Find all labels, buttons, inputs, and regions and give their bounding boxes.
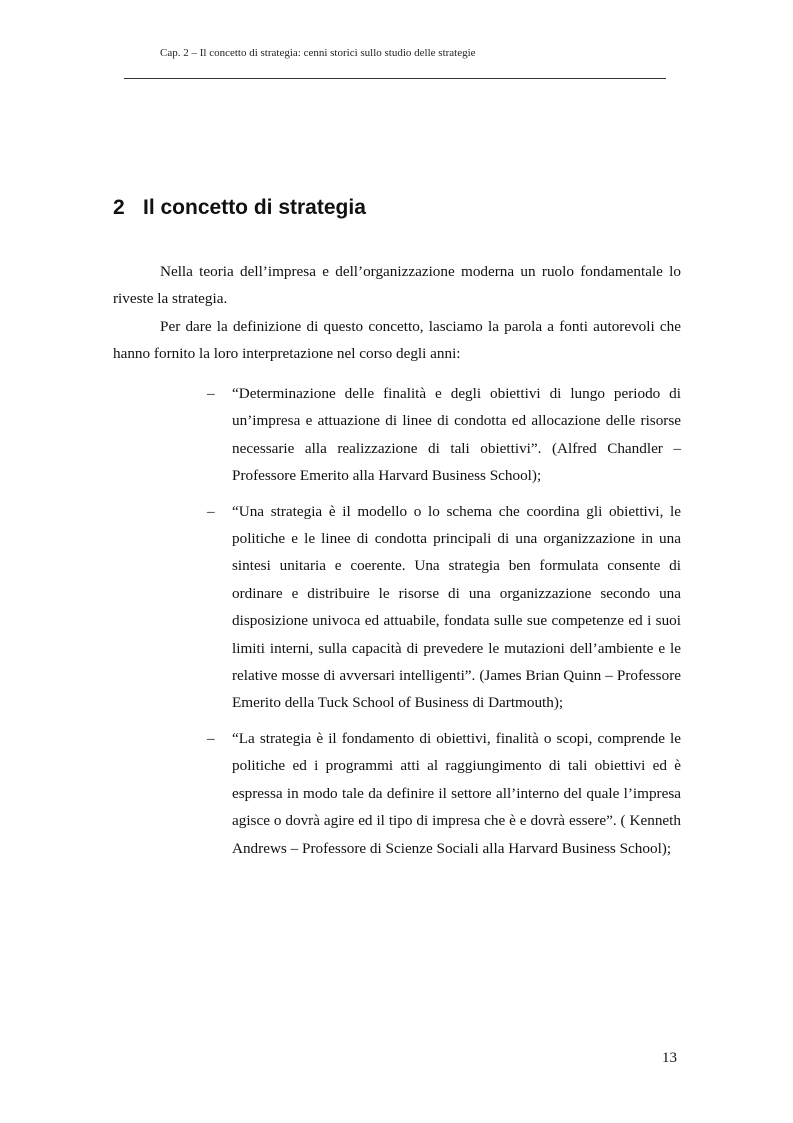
page-number: 13 bbox=[662, 1050, 677, 1066]
paragraph: Per dare la definizione di questo concetto, lasciamo la parola a fonti autorevoli che hanno fornito la loro interpretazione nel corso degli anni: bbox=[113, 317, 681, 363]
list-item bbox=[207, 380, 681, 490]
list-item bbox=[207, 725, 681, 862]
chapter-title: Il concetto di strategia bbox=[143, 196, 366, 219]
quote-text: “Una strategia è il modello o lo schema che coordina gli obiettivi, le politiche e le linee di condotta principali di una organizzazione in una sintesi unitaria e coerente. Una strategia ben formulata consente di ordinare e distribuire le risorse di una organizzazione secondo una disposizione univoca ed attuabile, fondata sulle sue competenze ed i suoi limiti interni, sulla capacità di prevedere le mutazioni dell’ambiente e le relative mosse di avversari intelligenti”. (James Brian Quinn – Professore Emerito della Tuck School of Business di Dartmouth); bbox=[232, 502, 681, 712]
dash-bullet: – bbox=[207, 502, 215, 520]
list-item bbox=[207, 498, 681, 717]
chapter-number: 2 bbox=[113, 196, 125, 219]
quote-text: “La strategia è il fondamento di obiettivi, finalità o scopi, comprende le politiche ed i programmi atti al raggiungimento di tali obiettivi ed è espressa in modo tale da definire il settore all’interno del quale l’impresa agisce o dovrà agire ed il tipo di impresa che è e dovrà essere”. ( Kenneth Andrews – Professore di Scienze Sociali alla Harvard Business School); bbox=[232, 729, 681, 857]
intro-text bbox=[113, 258, 681, 368]
running-header: Cap. 2 – Il concetto di strategia: cenni storici sullo studio delle strategie bbox=[160, 47, 476, 59]
dash-bullet: – bbox=[207, 729, 215, 747]
paragraph: Nella teoria dell’impresa e dell’organizzazione moderna un ruolo fondamentale lo riveste la strategia. bbox=[113, 263, 681, 308]
definition-list bbox=[207, 380, 681, 870]
chapter-heading bbox=[113, 194, 366, 222]
header-rule bbox=[124, 78, 666, 79]
quote-text: “Determinazione delle finalità e degli obiettivi di lungo periodo di un’impresa e attuazione di linee di condotta ed allocazione delle risorse necessarie alla realizzazione di tali obiettivi”. (Alfred Chandler – Professore Emerito alla Harvard Business School); bbox=[232, 385, 681, 485]
dash-bullet: – bbox=[207, 385, 215, 402]
